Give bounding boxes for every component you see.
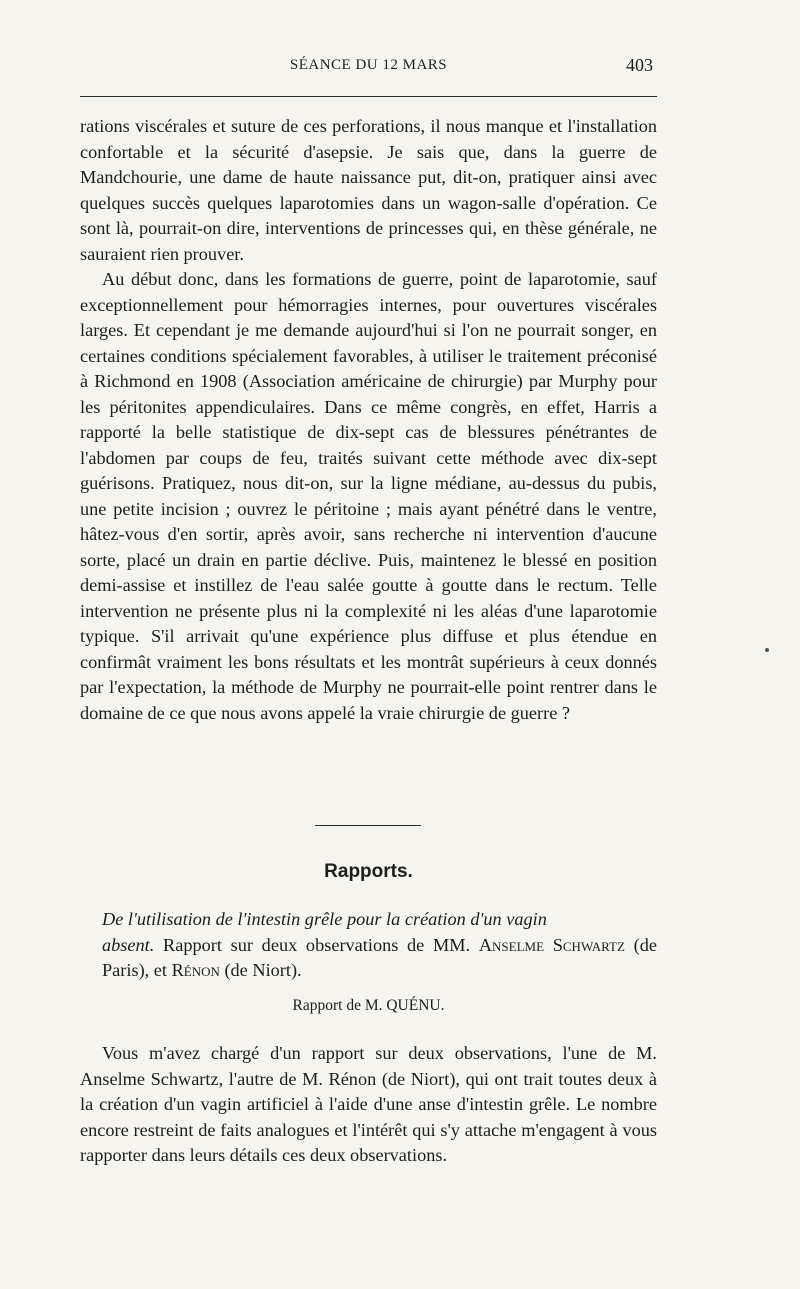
report-title-line-2: absent. [102,934,155,955]
header-rule [80,96,657,97]
paragraph-2: Au début donc, dans les formations de guerre, point de laparotomie, sauf exceptionnellement pour hémorragies internes, pour ouvertures viscérales larges. Et cependant je me demande aujourd'hui si l'on ne pourrait songer, en certaines conditions spécialement favorables, à utiliser le traitement préconisé à Richmond en 1908 (Association américaine de chirurgie) par Murphy pour les péritonites appendiculaires. Dans ce même congrès, en effet, Harris a rapporté la belle statistique de dix-sept cas de blessures pénétrantes de l'abdomen par coups de feu, traités suivant cette méthode avec dix-sept guérisons. Pratiquez, nous dit-on, sur la ligne médiane, au-dessus du pubis, une petite incision ; ouvrez le péritoine ; mais ayant pénétré dans le ventre, hâtez-vous d'en sortir, après avoir, sans recherche ni intervention d'aucune sorte, placé un drain en partie déclive. Puis, maintenez le blessé en position demi-assise et instillez de l'eau salée goutte à goutte dans le rectum. Telle intervention ne présente plus ni la complexité ni les aléas d'une laparotomie typique. S'il arrivait qu'une expérience plus diffuse et plus étendue en confirmât vraiment les bons résultats et les montrât supérieurs à ceux donnés par l'expectation, la méthode de Murphy ne pourrait-elle point rentrer dans le domaine de ce que nous avons appelé la vraie chirurgie de guerre ? [80,269,657,723]
running-head: SÉANCE DU 12 MARS [289,57,448,73]
page-number: 403 [626,55,653,75]
paper-speck [765,648,769,652]
paragraph-1: rations viscérales et suture de ces perforations, il nous manque et l'installation confortable et la sécurité d'asepsie. Je sais que, dans la guerre de Mandchourie, une dame de haute naissance put, dit-on, pratiquer ainsi avec quelques succès quelques laparotomies dans un wagon-salle d'opération. Ce sont là, pourrait-on dire, interventions de princesses qui, en thèse générale, ne sauraient rien prouver. [80,116,657,264]
report-intro-paragraph: Vous m'avez chargé d'un rapport sur deux observations, l'une de M. Anselme Schwartz, l'autre de M. Rénon (de Niort), qui ont trait toutes deux à la création d'un vagin artificiel à l'aide d'une anse d'intestin grêle. Le nombre encore restreint de faits analogues et l'intérêt qui s'y attache m'engagent à vous rapporter dans leurs détails ces deux observations. [80,1043,657,1165]
author-1-name: Anselme Schwartz [478,934,625,955]
report-title-continued [80,933,657,984]
body-text [80,114,657,726]
report-heading [80,907,657,984]
author-2-place: (de Niort). [224,960,302,980]
author-1-place: (de Paris), et [102,934,658,980]
author-2-name: Rénon [171,960,220,980]
report-title-line-1: De l'utilisation de l'intestin grêle pour la création d'un vagin [102,909,547,929]
section-title: Rapports. [324,861,413,882]
report-subtitle-prefix: Rapport sur deux observations de MM. [163,934,471,955]
report-by-line: Rapport de M. QUÉNU. [292,997,445,1014]
report-title [80,907,657,933]
report-intro [80,1041,657,1169]
section-separator [315,825,421,826]
page-header [80,57,657,83]
